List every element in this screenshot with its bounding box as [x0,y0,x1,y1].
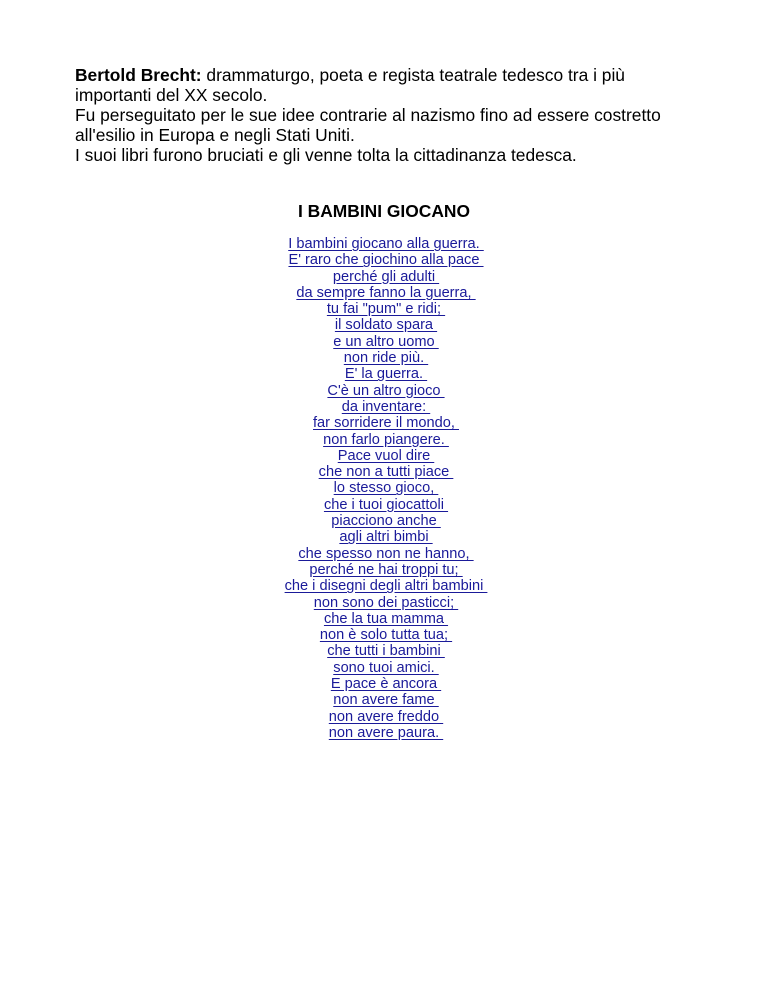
poem-line-link[interactable]: E' la guerra. [344,366,428,383]
poem-line-link[interactable]: che i tuoi giocattoli [323,496,449,513]
poem-line-link[interactable]: tu fai "pum" e ridi; [326,301,446,318]
author-name: Bertold Brecht: [75,65,202,85]
poem-line [0,285,768,301]
poem-line-link[interactable]: sono tuoi amici. [333,659,439,676]
poem-line [0,415,768,431]
poem-line-link[interactable]: non farlo piangere. [323,431,449,448]
poem-line [0,464,768,480]
poem-line [0,595,768,611]
intro-line-1-text: drammaturgo, poeta e regista teatrale tedesco tra i più [201,65,625,85]
poem-line [0,236,768,252]
intro-line-3: Fu perseguitato per le sue idee contrarie al nazismo fino ad essere costretto [75,105,661,125]
intro-line-1 [75,65,715,85]
poem-line [0,317,768,333]
poem-line [0,366,768,382]
poem-line-link[interactable]: piacciono anche [331,513,441,530]
poem-line-link[interactable]: agli altri bimbi [339,529,433,546]
poem-line-link[interactable]: non è solo tutta tua; [319,627,453,644]
poem-line [0,497,768,513]
poem-line [0,432,768,448]
poem-line-link[interactable]: E' raro che giochino alla pace [288,252,484,269]
poem-line [0,660,768,676]
poem-line [0,448,768,464]
poem-line [0,627,768,643]
poem-line-link[interactable]: da sempre fanno la guerra, [296,284,476,301]
poem-line-link[interactable]: non avere freddo [328,708,444,725]
poem-line [0,513,768,529]
poem-line [0,252,768,268]
poem-line-link[interactable]: il soldato spara [334,317,438,334]
poem-line [0,301,768,317]
poem-line-link[interactable]: non ride più. [343,350,429,367]
poem-line-link[interactable]: e un altro uomo [333,333,439,350]
author-intro [75,65,715,165]
poem-line [0,725,768,741]
intro-line-2: importanti del XX secolo. [75,85,268,105]
poem-line [0,334,768,350]
poem-line-link[interactable]: C'è un altro gioco [327,382,445,399]
poem-line-link[interactable]: perché ne hai troppi tu; [309,561,463,578]
poem-line-link[interactable]: non avere fame [333,692,439,709]
poem-line [0,578,768,594]
poem-line [0,383,768,399]
poem-line [0,546,768,562]
poem-line [0,643,768,659]
poem-line-link[interactable]: che i disegni degli altri bambini [284,578,488,595]
poem-line-link[interactable]: che non a tutti piace [318,464,454,481]
poem-line [0,676,768,692]
poem-lines [0,236,768,741]
poem-line-link[interactable]: perché gli adulti [332,268,440,285]
poem-line [0,269,768,285]
poem-line-link[interactable]: non avere paura. [328,724,444,741]
poem-line [0,399,768,415]
poem-line-link[interactable]: che spesso non ne hanno, [298,545,474,562]
poem-line [0,611,768,627]
poem-line-link[interactable]: I bambini giocano alla guerra. [288,236,484,252]
poem-line [0,529,768,545]
poem-line [0,692,768,708]
poem-line-link[interactable]: che la tua mamma [323,610,449,627]
poem-line-link[interactable]: Pace vuol dire [337,447,435,464]
poem-line-link[interactable]: far sorridere il mondo, [313,415,459,432]
poem-line [0,480,768,496]
poem-line-link[interactable]: non sono dei pasticci; [313,594,459,611]
poem-line-link[interactable]: E pace è ancora [330,676,442,693]
poem-line [0,350,768,366]
intro-line-4: all'esilio in Europa e negli Stati Uniti. [75,125,355,145]
poem-title: I BAMBINI GIOCANO [298,201,470,221]
poem-line-link[interactable]: che tutti i bambini [327,643,445,660]
poem-line-link[interactable]: lo stesso gioco, [333,480,439,497]
poem-line-link[interactable]: da inventare: [341,398,431,415]
poem-line [0,709,768,725]
intro-line-5: I suoi libri furono bruciati e gli venne tolta la cittadinanza tedesca. [75,145,577,165]
poem-line [0,562,768,578]
